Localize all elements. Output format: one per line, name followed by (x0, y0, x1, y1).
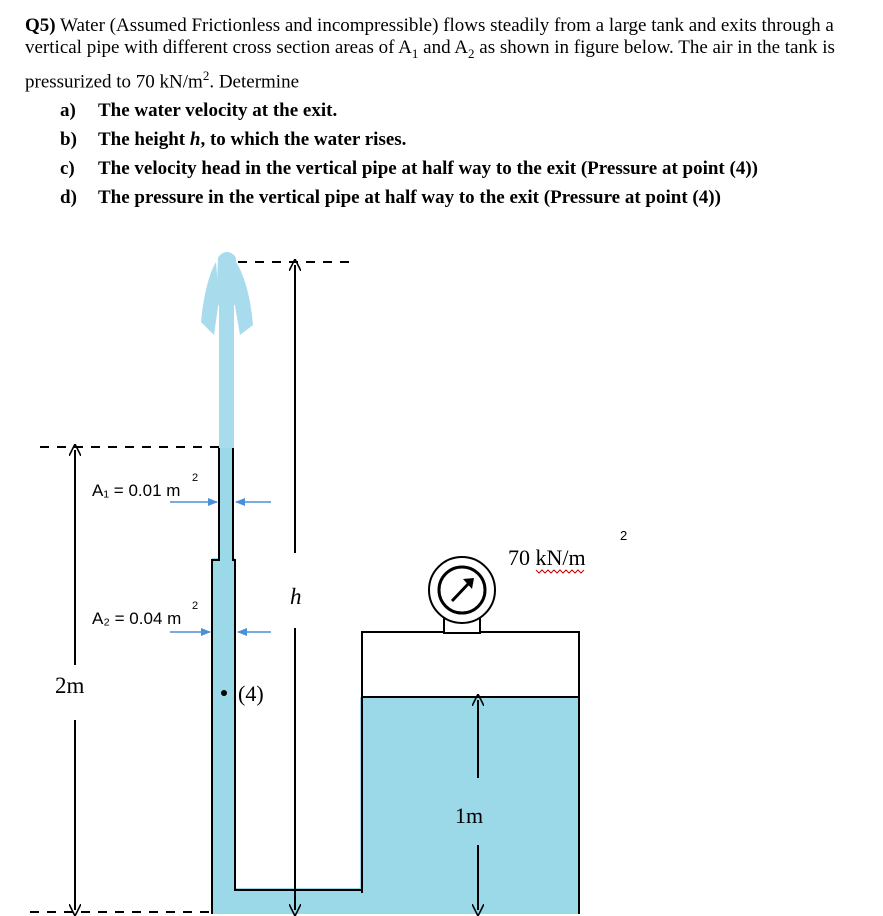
pressure-gauge-icon (429, 557, 495, 633)
pressure-label: 70 kN/m (508, 545, 586, 570)
question-text-c: as shown in figure below. The air in the tank is pressurized to 70 kN/m (25, 37, 835, 93)
question-text-b: and A (418, 37, 469, 58)
part-letter: b) (60, 129, 77, 150)
reference-lines (30, 262, 352, 912)
part-text: The velocity head in the vertical pipe at half way to the exit (Pressure at point (4)) (98, 158, 758, 179)
depth-1m-label: 1m (455, 803, 484, 828)
height-h-label: h (290, 584, 302, 609)
part-text: The pressure in the vertical pipe at half way to the exit (Pressure at point (4)) (98, 187, 721, 208)
point-4-marker (221, 690, 227, 696)
question-text-a: Water (Assumed Frictionless and incompressible) flows steadily from a large tank and exits through a vertical pipe with different cross section areas of A (25, 15, 834, 58)
area-a2-label: A₂ = 0.04 m (92, 609, 182, 628)
pressure-superscript: 2 (620, 528, 628, 543)
pipe-outline (212, 448, 362, 914)
subscript-1: 1 (411, 45, 419, 61)
area-a2-superscript: 2 (192, 600, 199, 612)
pipe-water (212, 448, 579, 914)
question-number: Q5) (25, 15, 56, 36)
water-jet (201, 252, 253, 450)
area-a1-label: A₁ = 0.01 m (92, 481, 181, 500)
subscript-2: 2 (468, 45, 475, 61)
part-variable-h: h (189, 129, 201, 150)
spellcheck-squiggle (536, 570, 584, 573)
question-text-d: . Determine (209, 71, 300, 93)
part-text-before: The height (98, 129, 190, 150)
height-2m-label: 2m (55, 673, 85, 698)
area-a1-superscript: 2 (192, 472, 199, 484)
superscript-2: 2 (202, 67, 210, 83)
part-letter: d) (60, 187, 77, 208)
part-text-after: , to which the water rises. (200, 129, 407, 150)
point-4-label: (4) (238, 681, 264, 706)
part-letter: a) (60, 100, 76, 121)
part-text: The water velocity at the exit. (98, 100, 338, 121)
part-letter: c) (60, 158, 75, 179)
